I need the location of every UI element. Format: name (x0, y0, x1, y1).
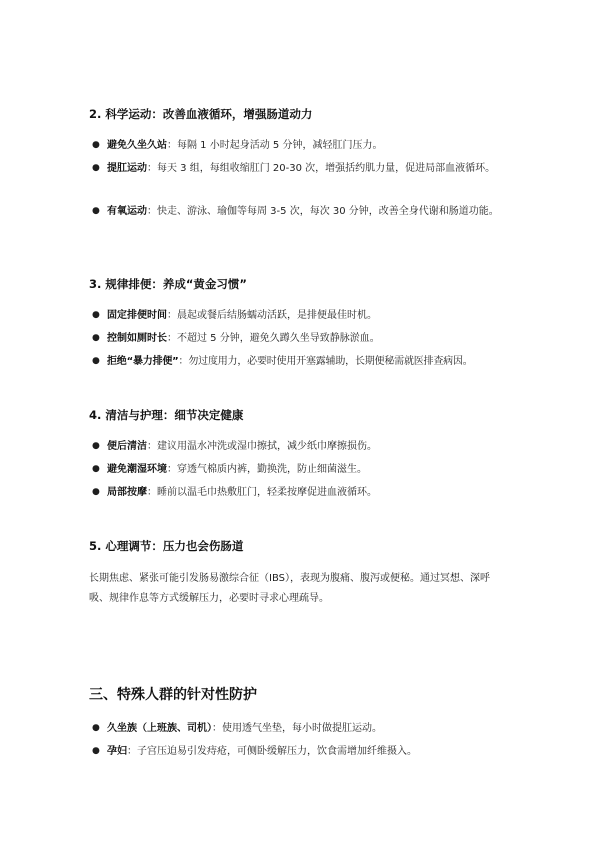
section-5-heading: 5. 心理调节：压力也会伤肠道 (89, 539, 244, 553)
list-item-text: ：快走、游泳、瑜伽等每周 3-5 次，每次 30 分钟，改善全身代谢和肠道功能。 (147, 206, 499, 217)
list-item-term: 避免潮湿环境 (107, 464, 167, 475)
list-item-text: ：勿过度用力，必要时使用开塞露辅助，长期便秘需就医排查病因。 (178, 356, 473, 367)
list-item (92, 719, 512, 738)
list-item-text: ：建议用温水冲洗或湿巾擦拭，减少纸巾摩擦损伤。 (147, 441, 377, 452)
list-item-term: 控制如厕时长 (107, 333, 167, 344)
list-item (92, 329, 512, 348)
section-2-heading: 2. 科学运动：改善血液循环，增强肠道动力 (89, 107, 313, 121)
list-item (92, 437, 512, 456)
list-item-term: 孕妇 (107, 746, 127, 757)
bullet-icon: ● (92, 140, 100, 150)
list-item-text: ：使用透气坐垫，每小时做提肛运动。 (212, 723, 382, 734)
list-item-text: ：不超过 5 分钟，避免久蹲久坐导致静脉淤血。 (167, 333, 380, 344)
list-item (92, 483, 512, 502)
list-item (92, 159, 512, 178)
list-item (92, 352, 527, 371)
list-item-term: 提肛运动 (107, 163, 147, 174)
section-5-paragraph: 长期焦虑、紧张可能引发肠易激综合征（IBS），表现为腹痛、腹泻或便秘。通过冥想、深呼吸、规律作息等方式缓解压力，必要时寻求心理疏导。 (89, 573, 490, 604)
bullet-icon: ● (92, 487, 100, 497)
bullet-icon: ● (92, 723, 100, 733)
list-item (92, 306, 512, 325)
list-item-term: 避免久坐久站 (107, 140, 167, 151)
section-4-heading: 4. 清洁与护理：细节决定健康 (89, 408, 244, 422)
list-item-text: ：子宫压迫易引发痔疮，可侧卧缓解压力，饮食需增加纤维摄入。 (127, 746, 417, 757)
list-item-term: 有氧运动 (107, 206, 147, 217)
list-item-text: ：每天 3 组，每组收缩肛门 20-30 次，增强括约肌力量，促进局部血液循环。 (147, 163, 496, 174)
list-item-term: 拒绝“暴力排便” (107, 356, 179, 367)
list-item (92, 460, 512, 479)
bullet-icon: ● (92, 441, 100, 451)
bullet-icon: ● (92, 310, 100, 320)
list-item-term: 局部按摩 (107, 487, 147, 498)
bullet-icon: ● (92, 163, 100, 173)
list-item (92, 742, 512, 761)
list-item-term: 久坐族（上班族、司机） (107, 723, 212, 734)
list-item-text: ：睡前以温毛巾热敷肛门，轻柔按摩促进血液循环。 (147, 487, 377, 498)
bullet-icon: ● (92, 464, 100, 474)
list-item-term: 固定排便时间 (107, 310, 167, 321)
list-item-text: ：每隔 1 小时起身活动 5 分钟，减轻肛门压力。 (167, 140, 383, 151)
list-item-term: 便后清洁 (107, 441, 147, 452)
list-item-text: ：穿透气棉质内裤，勤换洗，防止细菌滋生。 (167, 464, 367, 475)
section-3-heading: 3. 规律排便：养成“黄金习惯” (89, 277, 247, 291)
bullet-icon: ● (92, 746, 100, 756)
list-item-text: ：晨起或餐后结肠蠕动活跃，是排便最佳时机。 (167, 310, 377, 321)
bullet-icon: ● (92, 206, 100, 216)
part-three-heading: 三、特殊人群的针对性防护 (89, 687, 257, 703)
list-item (92, 136, 512, 155)
bullet-icon: ● (92, 356, 100, 366)
list-item (92, 202, 512, 221)
bullet-icon: ● (92, 333, 100, 343)
